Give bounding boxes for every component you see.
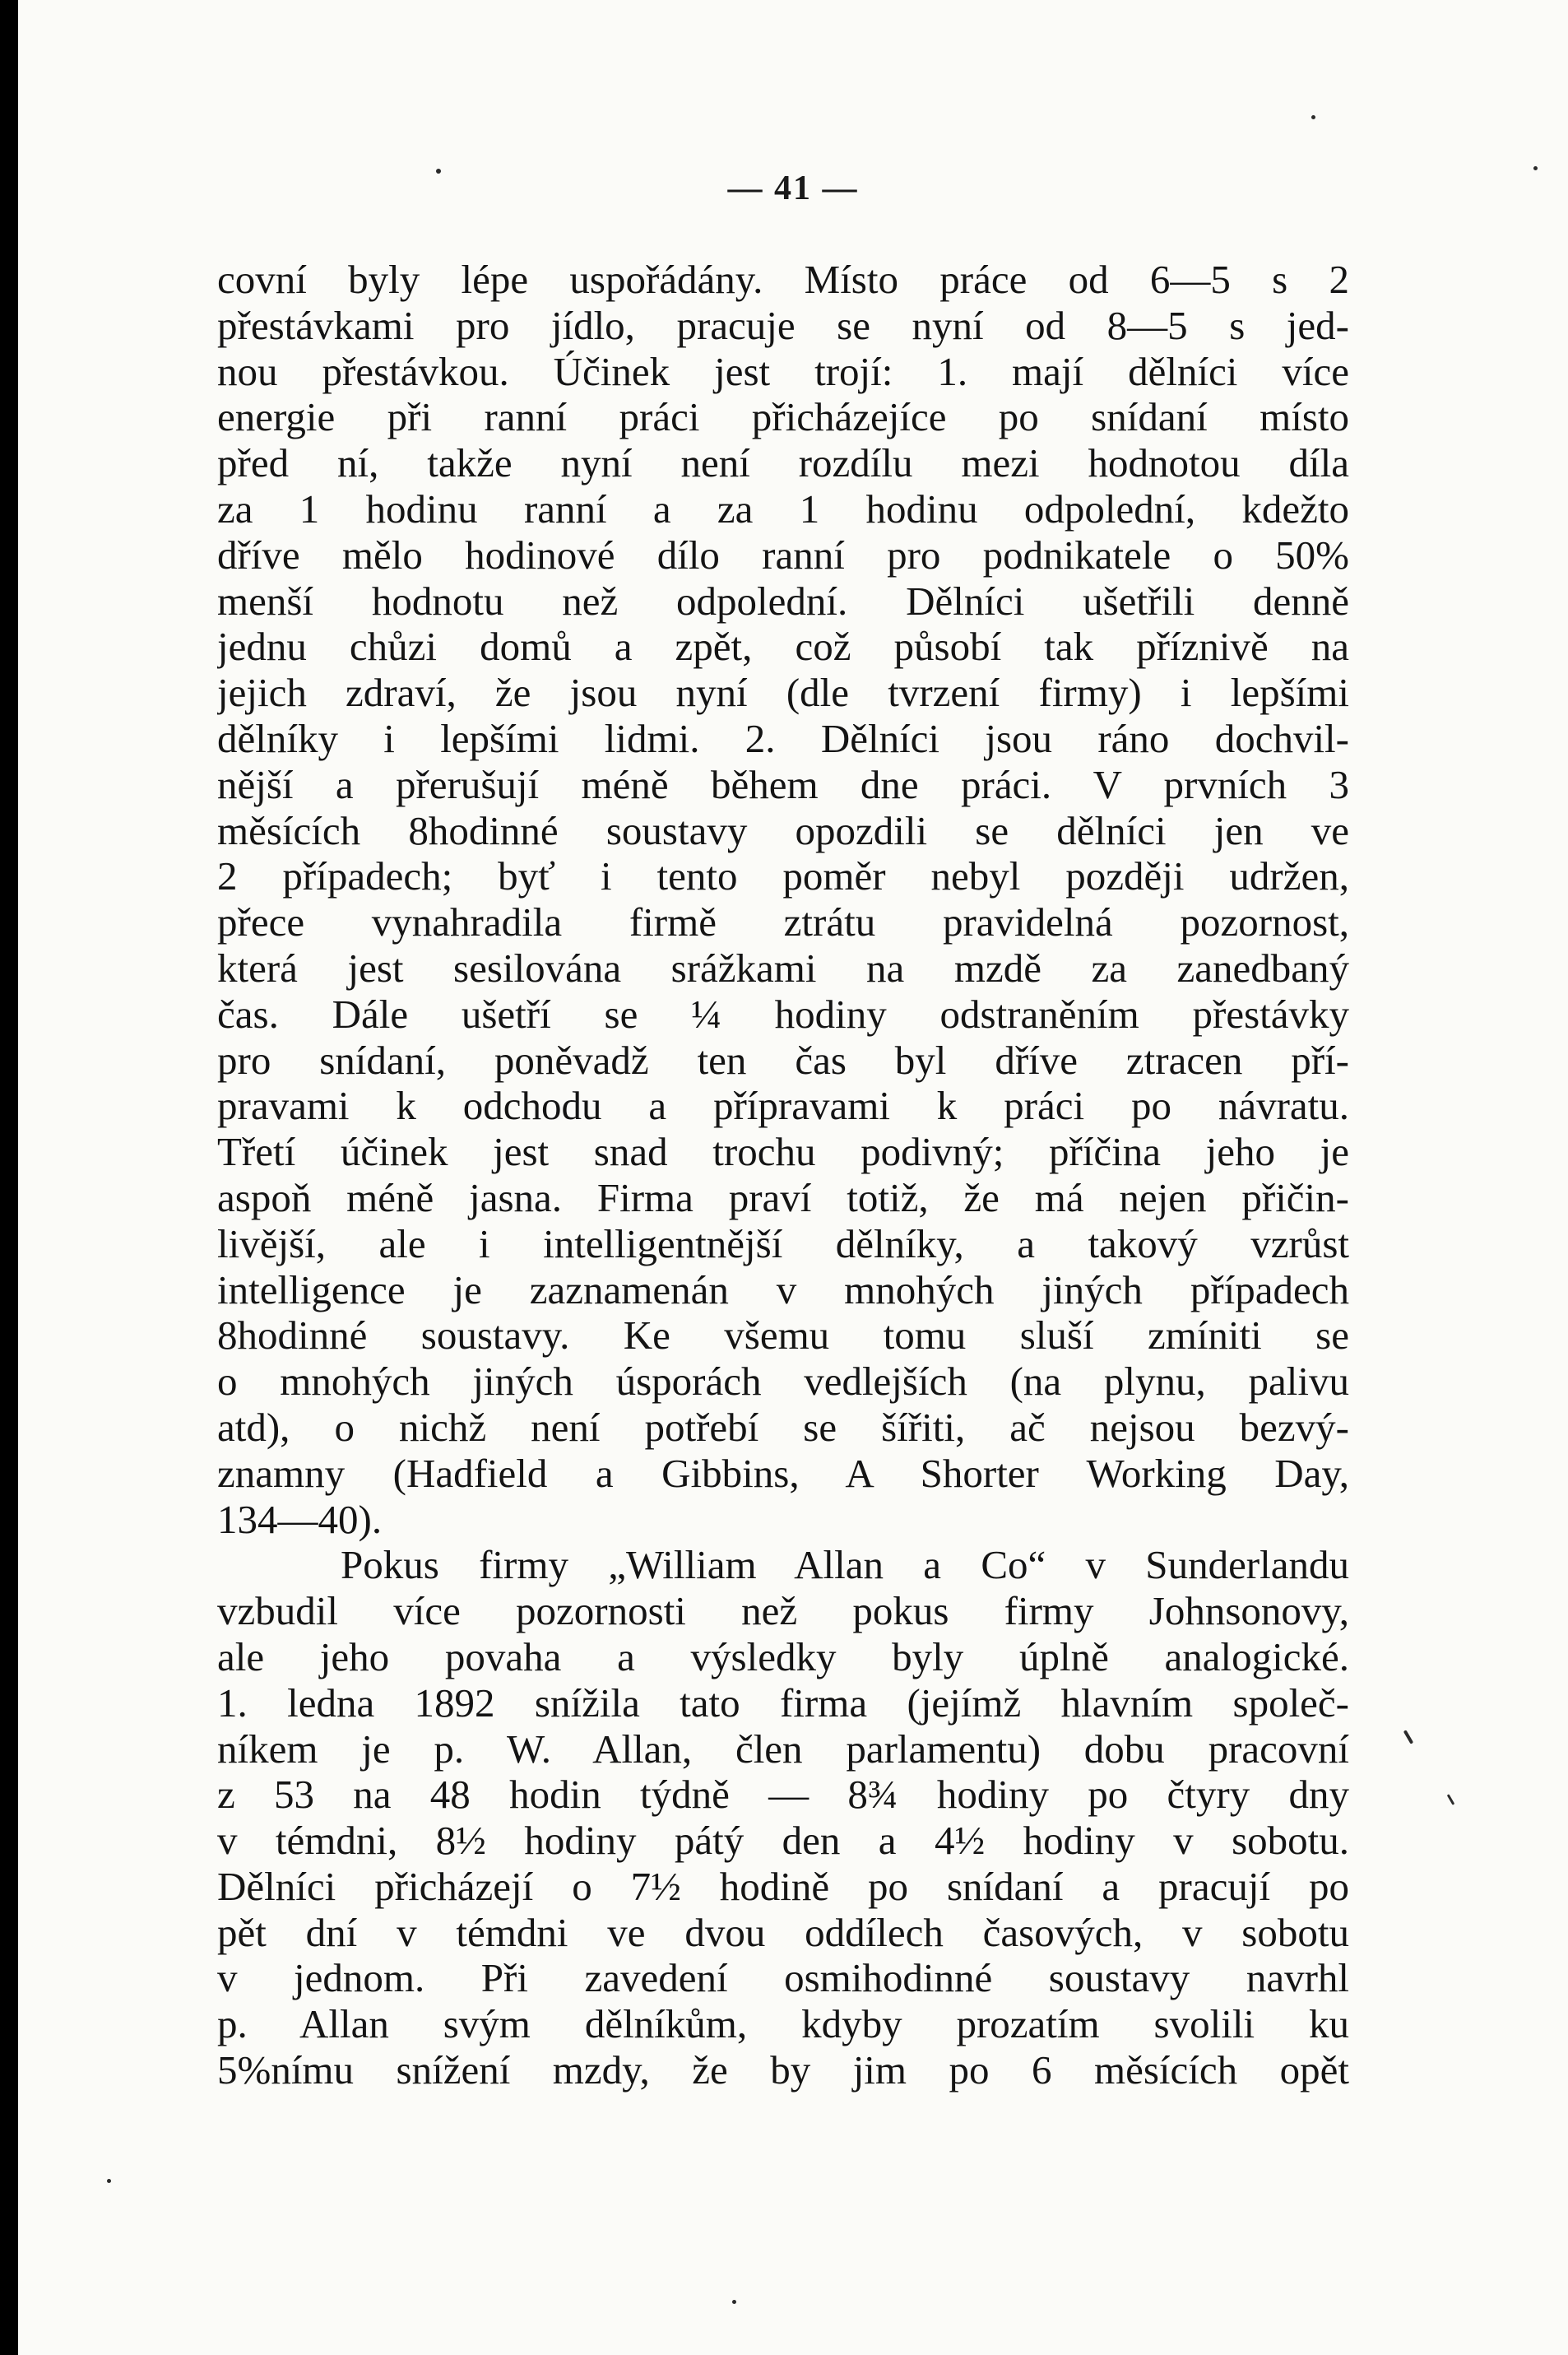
text-line: přece vynahradila firmě ztrátu pravidelná pozornost, (217, 899, 1349, 945)
text-line: v jednom. Při zavedení osmihodinné soustavy navrhl (217, 1955, 1349, 2001)
print-speck (1533, 166, 1538, 170)
text-line: 8hodinné soustavy. Ke všemu tomu sluší zmíniti se (217, 1312, 1349, 1359)
text-line: čas. Dále ušetří se ¼ hodiny odstraněním přestávky (217, 991, 1349, 1037)
text-line: jednu chůzi domů a zpět, což působí tak příznivě na (217, 624, 1349, 670)
print-speck (1311, 115, 1315, 119)
print-speck (107, 2179, 111, 2183)
text-line: aspoň méně jasna. Firma praví totiž, že má nejen přičin- (217, 1174, 1349, 1220)
text-line: níkem je p. W. Allan, člen parlamentu) dobu pracovní (217, 1726, 1349, 1772)
text-line: z 53 na 48 hodin týdně — 8¾ hodiny po čtyry dny (217, 1772, 1349, 1818)
text-line: 2 případech; byť i tento poměr nebyl později udržen, (217, 853, 1349, 899)
text-line: ale jeho povaha a výsledky byly úplně analogické. (217, 1633, 1349, 1679)
text-line-paragraph-start: Pokus firmy „William Allan a Co“ v Sunderlandu (341, 1542, 1349, 1588)
text-line: 5%nímu snížení mzdy, že by jim po 6 měsících opět (217, 2047, 1349, 2093)
text-line: covní byly lépe uspořádány. Místo práce od 6—5 s 2 (217, 257, 1349, 302)
text-line: 134—40). (217, 1496, 383, 1542)
text-line: nou přestávkou. Účinek jest trojí: 1. mají dělníci více (217, 348, 1349, 394)
text-line: vzbudil více pozornosti než pokus firmy Johnsonovy, (217, 1588, 1349, 1634)
text-line: za 1 hodinu ranní a za 1 hodinu odpolední, kdežto (217, 485, 1349, 532)
text-line: energie při ranní práci přicházejíce po snídaní místo (217, 394, 1349, 440)
text-line: 1. ledna 1892 snížila tato firma (jejímž hlavním společ- (217, 1679, 1349, 1726)
book-page (18, 0, 1568, 2355)
print-speck (1447, 1794, 1455, 1805)
text-line: Třetí účinek jest snad trochu podivný; příčina jeho je (217, 1129, 1349, 1175)
text-line: dělníky i lepšími lidmi. 2. Dělníci jsou ráno dochvil- (217, 715, 1349, 761)
text-line: přestávkami pro jídlo, pracuje se nyní od 8—5 s jed- (217, 302, 1349, 348)
text-line: p. Allan svým dělníkům, kdyby prozatím svolili ku (217, 2001, 1349, 2047)
print-speck (732, 2300, 736, 2304)
print-speck (436, 169, 441, 174)
text-line: intelligence je zaznamenán v mnohých jiných případech (217, 1266, 1349, 1312)
text-line: znamny (Hadfield a Gibbins, A Shorter Working Day, (217, 1450, 1349, 1496)
print-speck (1403, 1730, 1413, 1744)
text-line: nější a přerušují méně během dne práci. V prvních 3 (217, 761, 1349, 807)
text-line: Dělníci přicházejí o 7½ hodině po snídaní a pracují po (217, 1863, 1349, 1909)
text-line: livější, ale i intelligentnější dělníky, a takový vzrůst (217, 1220, 1349, 1266)
text-line: pět dní v témdni ve dvou oddílech časových, v sobotu (217, 1909, 1349, 1955)
page-number: — 41 — (727, 170, 859, 207)
text-line: pravami k odchodu a přípravami k práci po návratu. (217, 1083, 1349, 1129)
text-line: v témdni, 8½ hodiny pátý den a 4½ hodiny v sobotu. (217, 1818, 1349, 1864)
text-line: měsících 8hodinné soustavy opozdili se dělníci jen ve (217, 807, 1349, 853)
text-line: jejich zdraví, že jsou nyní (dle tvrzení firmy) i lepšími (217, 670, 1349, 716)
body-text (217, 257, 1349, 2093)
text-line: dříve mělo hodinové dílo ranní pro podnikatele o 50% (217, 532, 1349, 578)
text-line: menší hodnotu než odpolední. Dělníci ušetřili denně (217, 578, 1349, 624)
text-line: atd), o nichž není potřebí se šířiti, ač nejsou bezvý- (217, 1404, 1349, 1450)
text-line: o mnohých jiných úsporách vedlejších (na plynu, palivu (217, 1359, 1349, 1405)
text-line: která jest sesilována srážkami na mzdě za zanedbaný (217, 945, 1349, 991)
text-line: před ní, takže nyní není rozdílu mezi hodnotou díla (217, 440, 1349, 486)
text-line: pro snídaní, poněvadž ten čas byl dříve ztracen pří- (217, 1037, 1349, 1083)
